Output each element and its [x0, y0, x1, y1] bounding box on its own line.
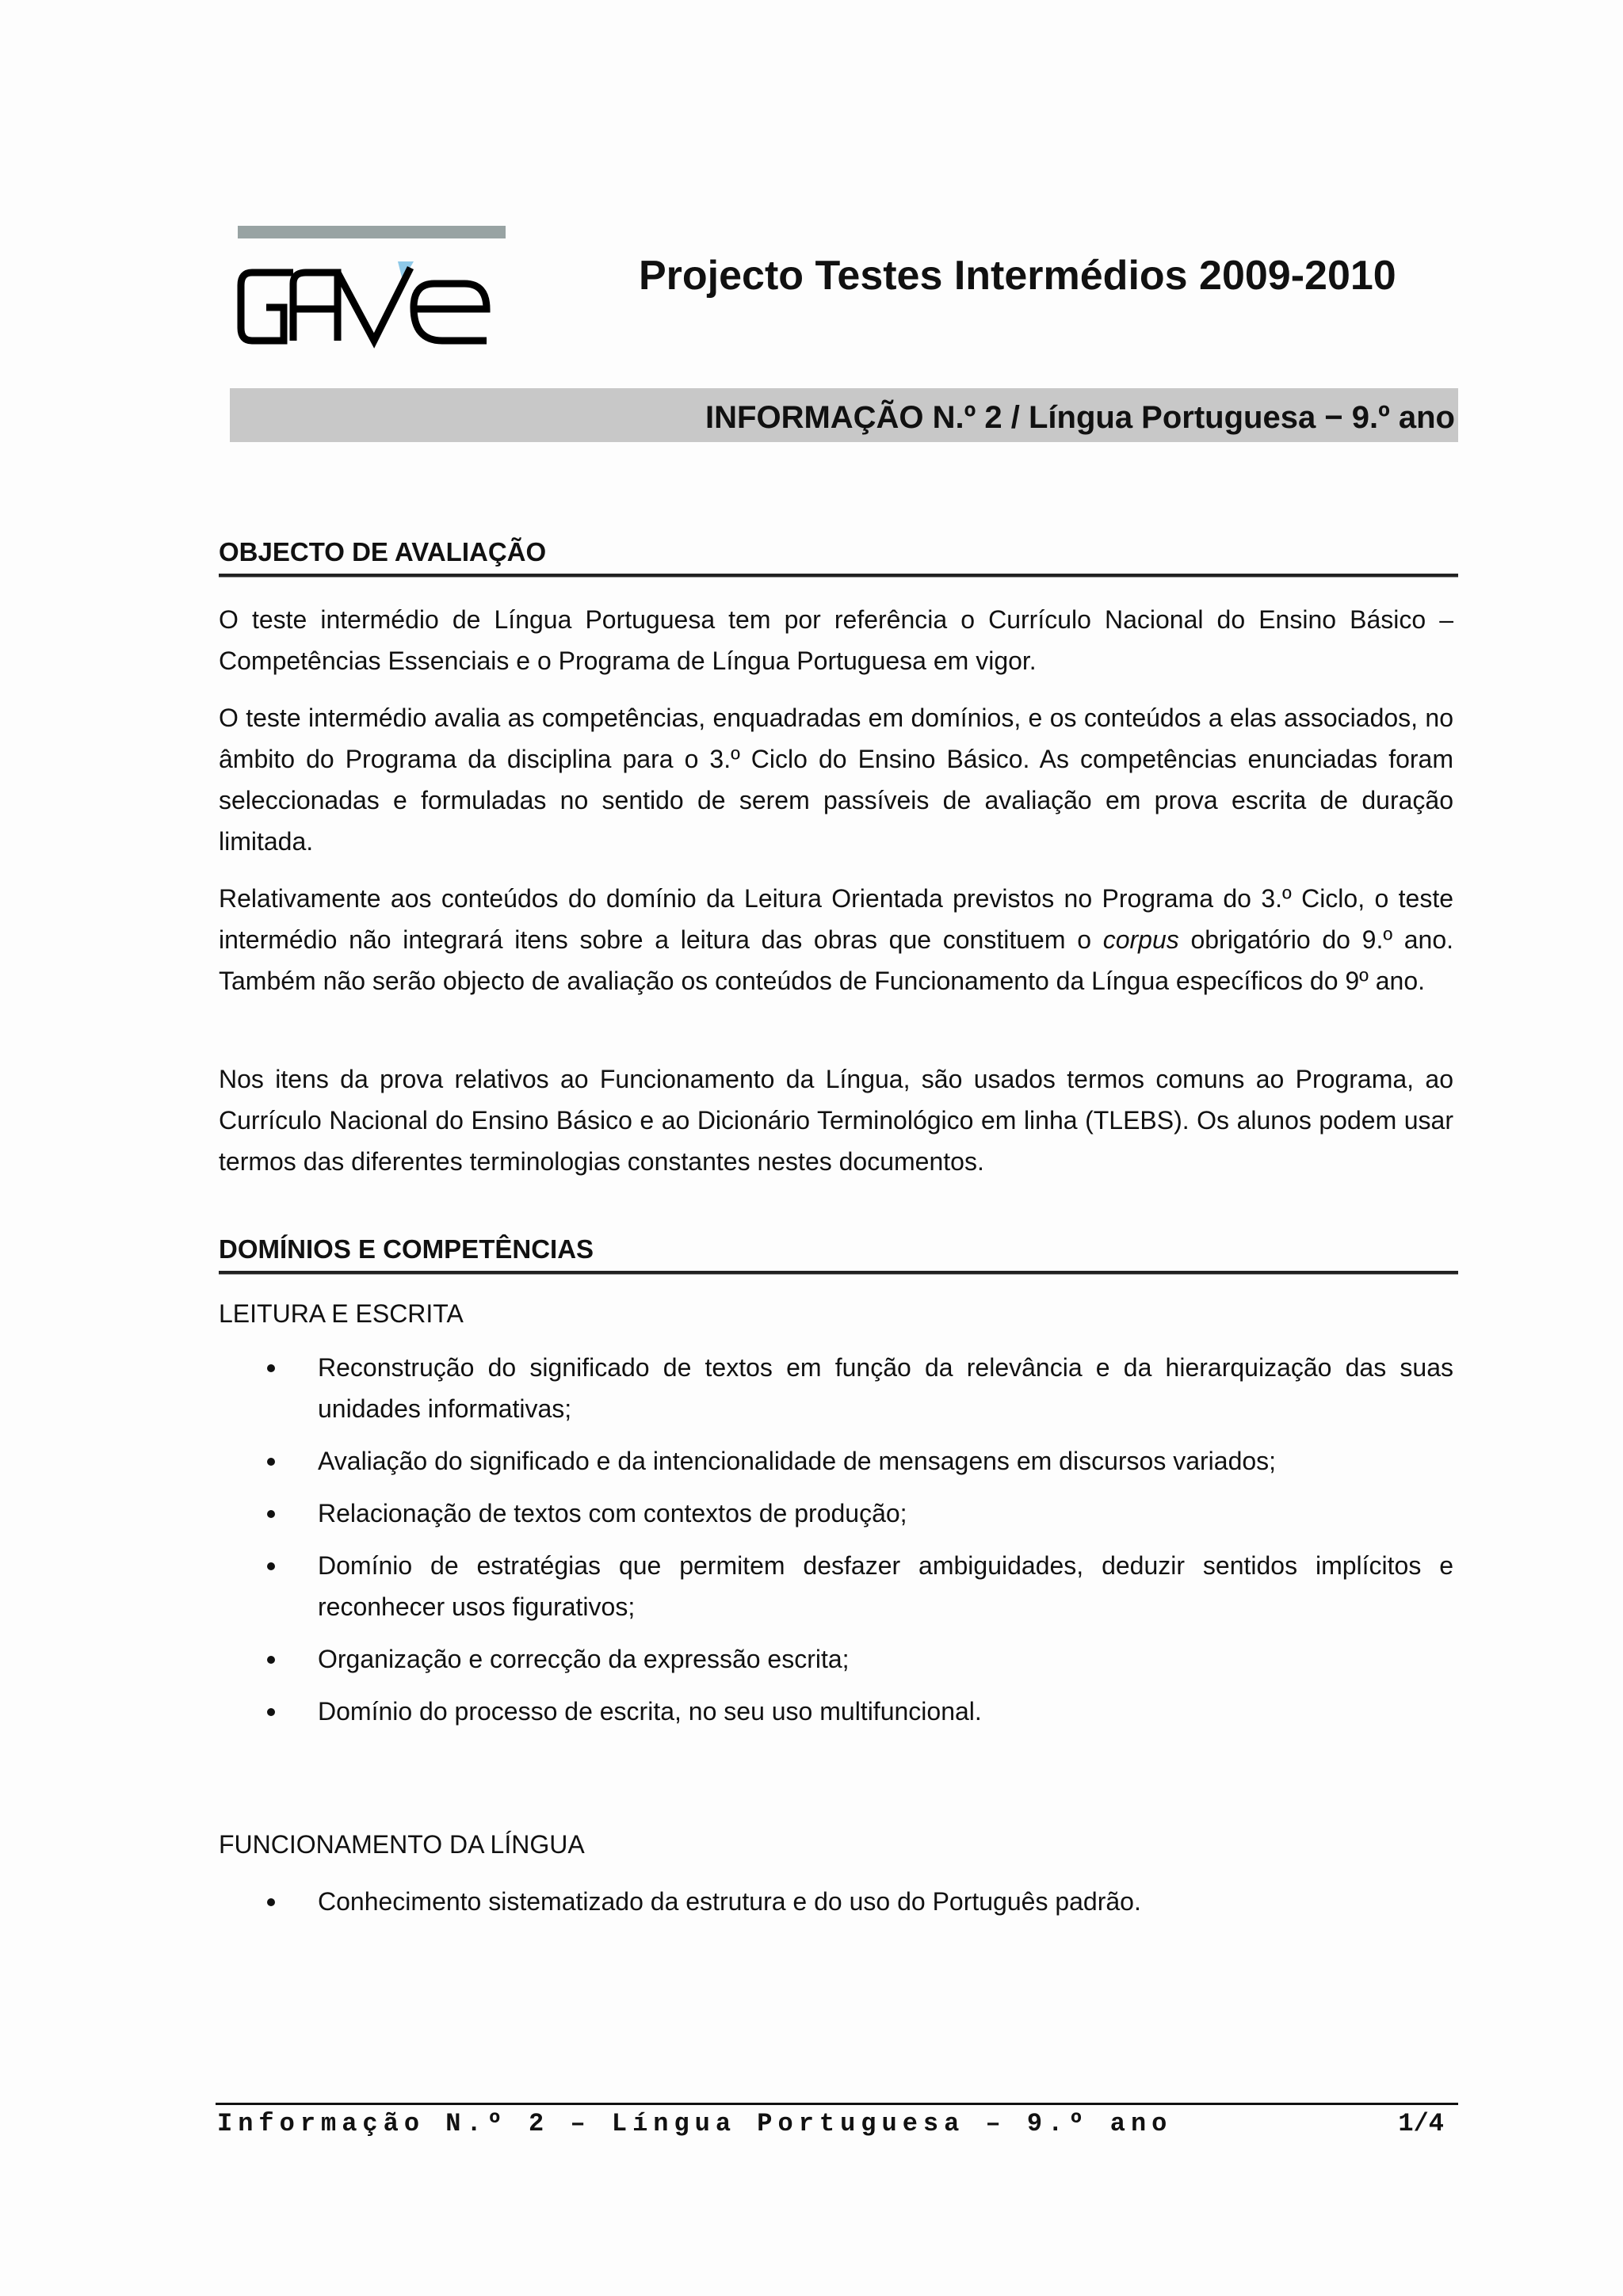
competencies-list-2 [219, 1881, 1453, 1933]
section-title-dominios: DOMÍNIOS E COMPETÊNCIAS [219, 1234, 594, 1264]
list-item: Domínio do processo de escrita, no seu uso multifuncional. [219, 1691, 1453, 1732]
paragraph: O teste intermédio de Língua Portuguesa tem por referência o Currículo Nacional do Ensino Básico – Competências Essenciais e o Programa de Língua Portuguesa em vigor. [219, 605, 1453, 675]
footer-doc-title: Informação N.º 2 – Língua Portuguesa – 9.º ano [217, 2109, 1173, 2138]
bullet-icon [267, 1656, 275, 1664]
italic-term: corpus [1102, 925, 1179, 954]
info-band-title: INFORMAÇÃO N.º 2 / Língua Portuguesa − 9.º ano [705, 400, 1455, 435]
page-number: 1/4 [1398, 2109, 1444, 2138]
competencies-list [219, 1347, 1453, 1743]
bullet-icon [267, 1708, 275, 1716]
bullet-icon [267, 1364, 275, 1372]
paragraph-text: obrigatório do 9.º ano. Também não serão objecto de avaliação os conteúdos de Funcionamento da Língua específicos do 9º ano. [219, 925, 1453, 995]
logo-bar [238, 226, 506, 238]
paragraph [219, 878, 1453, 1001]
list-item: Avaliação do significado e da intencionalidade de mensagens em discursos variados; [219, 1440, 1453, 1482]
subheading-leitura: LEITURA E ESCRITA [219, 1299, 464, 1328]
subheading-funcionamento: FUNCIONAMENTO DA LÍNGUA [219, 1830, 585, 1859]
list-item: Conhecimento sistematizado da estrutura e do uso do Português padrão. [219, 1881, 1453, 1922]
section-divider [219, 1271, 1458, 1275]
paragraph: O teste intermédio avalia as competências, enquadradas em domínios, e os conteúdos a elas associados, no âmbito do Programa da disciplina para o 3.º Ciclo do Ensino Básico. As competências enunciadas foram seleccionadas e formuladas no sentido de serem passíveis de avaliação em prova escrita de duração limitada. [219, 704, 1453, 856]
bullet-icon [267, 1458, 275, 1466]
bullet-icon [267, 1510, 275, 1518]
section-divider [219, 574, 1458, 578]
paragraph-text: Relativamente aos conteúdos do domínio da Leitura Orientada previstos no Programa do 3.º Ciclo, o teste intermédio não integrará itens sobre a leitura das obras que constituem o [219, 884, 1453, 954]
page-title: Projecto Testes Intermédios 2009-2010 [639, 253, 1396, 299]
list-item: Relacionação de textos com contextos de produção; [219, 1493, 1453, 1534]
list-item: Domínio de estratégias que permitem desfazer ambiguidades, deduzir sentidos implícitos e reconhecer usos figurativos; [219, 1545, 1453, 1627]
list-item: Organização e correcção da expressão escrita; [219, 1638, 1453, 1680]
bullet-icon [267, 1898, 275, 1906]
list-item: Reconstrução do significado de textos em função da relevância e da hierarquização das suas unidades informativas; [219, 1347, 1453, 1429]
section-title-objecto: OBJECTO DE AVALIAÇÃO [219, 537, 547, 566]
footer-divider [216, 2103, 1458, 2105]
paragraph: Nos itens da prova relativos ao Funcionamento da Língua, são usados termos comuns ao Programa, ao Currículo Nacional do Ensino Básico e ao Dicionário Terminológico em linha (TLEBS). Os alunos podem usar termos das diferentes terminologias constantes nestes documentos. [219, 1065, 1453, 1176]
bullet-icon [267, 1562, 275, 1570]
gave-logo [235, 252, 496, 355]
